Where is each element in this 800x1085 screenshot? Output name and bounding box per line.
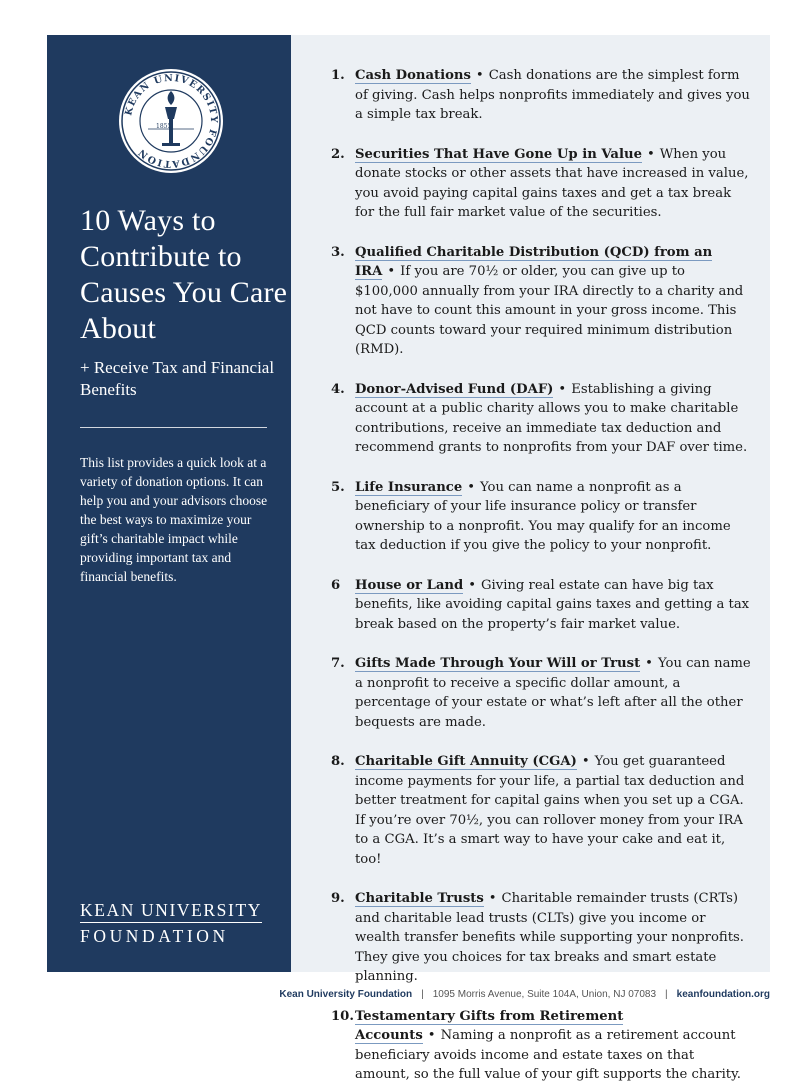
footer-org-name: Kean University Foundation	[279, 989, 413, 1000]
item-heading: Charitable Gift Annuity (CGA)	[355, 754, 577, 769]
item-number: 6	[331, 577, 341, 593]
item-description: You get guaranteed income payments for your life, a partial tax deduction and better treatment for capital gains when you set up a CGA. If you’re over 70½, you can rollover money from your IRA to a CGA. It’s a smart way to have your cake and eat it, too!	[355, 754, 745, 867]
item-number: 3.	[331, 244, 345, 260]
list-item	[331, 243, 751, 360]
page-title: 10 Ways to Contribute to Causes You Care About	[80, 204, 288, 345]
item-number: 2.	[331, 146, 345, 162]
bullet-separator: •	[475, 68, 484, 83]
intro-paragraph: This list provides a quick look at a variety of donation options. It can help you and your advisors choose the best ways to maximize your gift’s charitable impact while providing important tax and financial benefits.	[80, 455, 268, 584]
list-item	[331, 478, 751, 556]
list-item	[331, 752, 751, 869]
item-description: Charitable remainder trusts (CRTs) and charitable lead trusts (CLTs) give you income or wealth transfer benefits while supporting your nonprofits. They give you choices for tax breaks and smart estate planning.	[355, 891, 744, 984]
bullet-separator: •	[558, 381, 567, 397]
item-heading: Qualified Charitable Distribution (QCD) from an IRA	[355, 244, 713, 279]
bullet-separator: •	[581, 754, 590, 769]
item-heading: House or Land	[355, 577, 464, 593]
item-description: If you are 70½ or older, you can give up to $100,000 annually from your IRA directly to a charity and not have to count this amount in your gross income. This QCD counts toward your required minimum distribution (RMD).	[355, 264, 744, 357]
item-number: 5.	[331, 479, 345, 495]
sidebar-divider	[80, 427, 267, 428]
item-heading: Charitable Trusts	[355, 891, 484, 906]
item-heading: Donor-Advised Fund (DAF)	[355, 381, 554, 397]
bullet-separator: •	[427, 1028, 436, 1043]
footer-website-link[interactable]: keanfoundation.org	[676, 989, 770, 1000]
item-description: Giving real estate can have big tax benefits, like avoiding capital gains taxes and getting a tax break based on the property’s fair market value.	[355, 577, 750, 632]
item-number: 9.	[331, 891, 345, 906]
page-footer	[0, 989, 770, 1000]
bullet-separator: •	[468, 577, 476, 593]
bullet-separator: •	[387, 264, 396, 279]
item-description: Cash donations are the simplest form of giving. Cash helps nonprofits immediately and gives you a simple tax break.	[355, 68, 750, 122]
wordmark-line-1: KEAN UNIVERSITY	[80, 900, 262, 920]
item-number: 4.	[331, 381, 345, 397]
list-item	[331, 576, 751, 635]
foundation-wordmark	[80, 899, 280, 946]
item-description: Naming a nonprofit as a retirement account beneficiary avoids income and estate taxes on that amount, so the full value of your gift supports the charity.	[355, 1028, 741, 1082]
list-item	[331, 889, 751, 987]
list-item	[331, 66, 751, 125]
page-subtitle: + Receive Tax and Financial Benefits	[80, 358, 275, 399]
list-item	[331, 145, 751, 223]
list-item	[331, 380, 751, 458]
ways-list	[331, 66, 751, 1085]
wordmark-rule	[80, 922, 262, 923]
item-heading: Cash Donations	[355, 68, 471, 83]
item-description: Establishing a giving account at a public charity allows you to make charitable contributions, receive an immediate tax deduction and recommend grants to nonprofits from your DAF over time.	[355, 381, 748, 455]
item-heading: Gifts Made Through Your Will or Trust	[355, 656, 641, 671]
footer-address: 1095 Morris Avenue, Suite 104A, Union, NJ 07083	[432, 989, 657, 1000]
item-description: You can name a nonprofit to receive a specific dollar amount, a percentage of your estate or what’s left after all the other bequests are made.	[355, 656, 751, 730]
footer-separator: |	[421, 989, 424, 1000]
item-heading: Securities That Have Gone Up in Value	[355, 146, 642, 162]
list-item	[331, 654, 751, 732]
bullet-separator: •	[646, 146, 655, 162]
item-number: 7.	[331, 656, 345, 671]
seal-year: 1855	[156, 123, 172, 130]
item-number: 10.	[331, 1008, 354, 1024]
list-item	[331, 1007, 751, 1085]
bullet-separator: •	[488, 891, 497, 906]
item-number: 1.	[331, 68, 345, 83]
bullet-separator: •	[467, 479, 475, 495]
item-number: 8.	[331, 754, 345, 769]
seal-ring-text: KEAN UNIVERSITY FOUNDATION	[123, 72, 220, 170]
item-description: When you donate stocks or other assets that have increased in value, you avoid paying capital gains taxes and get a tax break for the full fair market value of the securities.	[355, 146, 749, 220]
wordmark-line-2: FOUNDATION	[80, 926, 229, 946]
sidebar-panel	[47, 35, 291, 972]
item-heading: Life Insurance	[355, 479, 463, 495]
footer-separator: |	[665, 989, 668, 1000]
foundation-seal-logo	[117, 67, 225, 175]
item-description: You can name a nonprofit as a beneficiary of your life insurance policy or transfer ownership to a nonprofit. You may qualify for an income tax deduction if you give the policy to your nonprofit.	[355, 479, 731, 553]
bullet-separator: •	[645, 656, 653, 671]
item-heading: Testamentary Gifts from Retirement Accounts	[355, 1008, 624, 1043]
